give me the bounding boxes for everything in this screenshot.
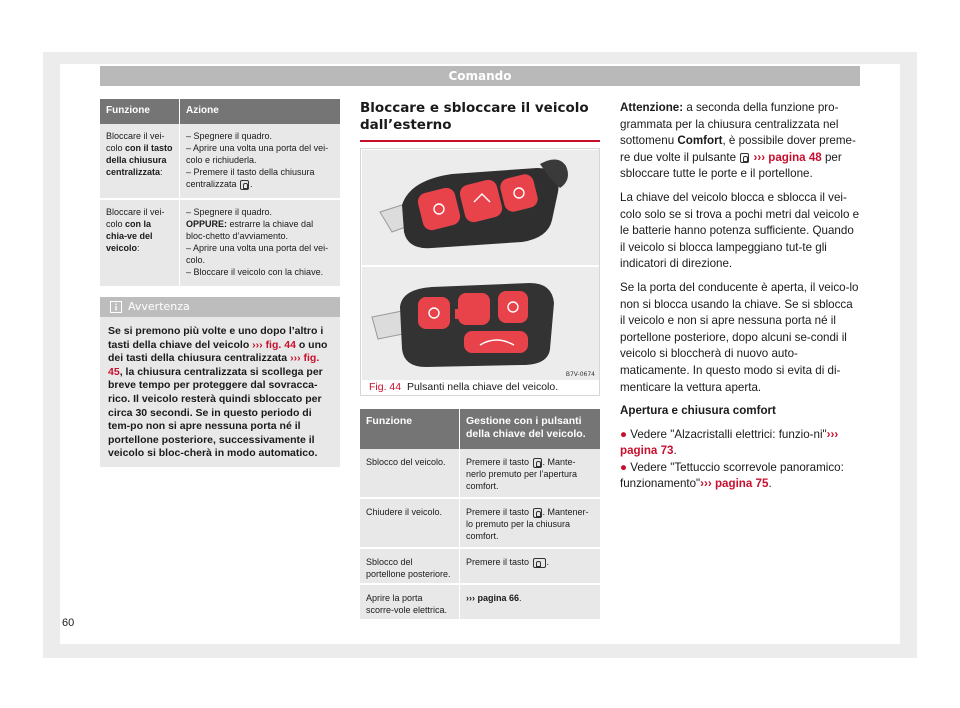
subheading-text: Apertura e chiusura comfort	[620, 404, 776, 418]
figure-44	[360, 148, 600, 396]
key-photo-bottom	[362, 265, 599, 380]
warning-text-part: Se si premono più volte e uno dopo l’altro i tasti della chiave del veicolo	[108, 325, 324, 351]
action-text: Premere il tasto	[466, 457, 532, 467]
action-end: .	[250, 179, 253, 189]
paragraph-text: per sbloccare tutte le porte e il portellone.	[620, 150, 842, 181]
function-cell: Sblocco del portellone posteriore.	[360, 549, 460, 583]
header-funzione: Funzione	[100, 99, 180, 124]
bullet-icon: ●	[620, 460, 628, 474]
warning-box	[100, 297, 340, 467]
action-cell	[180, 200, 340, 286]
function-cell: Aprire la porta scorre-vole elettrica.	[360, 585, 460, 619]
comfort-label: Comfort	[677, 134, 723, 148]
action-cell	[460, 549, 600, 583]
table-row	[360, 585, 600, 621]
fig-45-link[interactable]: ››› fig. 45	[108, 352, 320, 378]
paragraph: Se la porta del conducente è aperta, il veico-lo non si blocca usando la chiave. Se si sblocca il veicolo e non si apre nessuna porta né il portellone posteriore, dopo alcuni se-condi il veicolo si bloccherà di nuovo auto-maticamente. In questo modo si evita di di-menticare la vettura aperta.	[620, 280, 859, 394]
figure-label: Fig. 44	[369, 381, 402, 393]
function-action-table	[100, 99, 340, 288]
paragraph-text: a seconda della funzione pro-grammata per la chiusura centralizzata nel sottomenu	[620, 101, 839, 148]
function-cell	[100, 124, 180, 198]
table-header	[100, 99, 340, 124]
action-line: – Bloccare il veicolo con la chiave.	[186, 267, 324, 277]
list-item-text: Vedere "Tettuccio scorrevole panoramico: funzionamento"	[620, 460, 844, 491]
action-line: – Spegnere il quadro.	[186, 131, 273, 141]
page-66-link[interactable]: ››› pagina 66	[466, 593, 520, 603]
action-line: – Aprire una volta una porta del vei-colo e richiuderla.	[186, 143, 329, 165]
function-tail: :	[137, 243, 140, 253]
action-line	[186, 166, 334, 190]
figure-caption-text: Pulsanti nella chiave del veicolo.	[406, 381, 559, 393]
warning-text	[100, 317, 340, 469]
oppure-label: OPPURE:	[186, 219, 228, 229]
function-cell: Sblocco del veicolo.	[360, 449, 460, 497]
fig-44-link[interactable]: ››› fig. 44	[252, 338, 296, 351]
warning-header	[100, 297, 340, 317]
list-item: ● Vedere "Alzacristalli elettrici: funzio-ni"››› pagina 73.	[620, 427, 839, 458]
action-text: – Premere il tasto della chiusura centralizzata	[186, 167, 315, 189]
section-title: Bloccare e sbloccare il veicolo dall’esterno	[360, 100, 600, 142]
warning-title: Avvertenza	[128, 300, 190, 313]
warning-text-part: o uno dei tasti della chiusura centralizzata	[108, 338, 328, 365]
function-bold: con il tasto della chiusura centralizzata	[106, 143, 173, 177]
action-text: Premere il tasto	[466, 557, 532, 567]
lock-icon	[533, 508, 542, 518]
action-line: – Spegnere il quadro.	[186, 207, 273, 217]
figure-code: B7V-0674	[565, 371, 595, 378]
unlock-icon	[533, 458, 542, 468]
central-lock-icon	[240, 180, 249, 190]
action-text: .	[519, 593, 522, 603]
car-key-image	[362, 267, 599, 380]
header-gestione: Gestione con i pulsanti della chiave del veicolo.	[466, 415, 586, 440]
info-icon	[110, 301, 122, 313]
paragraph-text: , è possibile dover preme-re due volte il pulsante	[620, 134, 856, 164]
key-buttons-table	[360, 409, 600, 621]
action-cell	[460, 449, 600, 497]
function-cell	[100, 200, 180, 286]
bullet-icon: ●	[620, 427, 628, 441]
list-item: ● Vedere "Tettuccio scorrevole panoramico: funzionamento"››› pagina 75.	[620, 460, 844, 491]
action-text: . Mantener-lo premuto per la chiusura comfort.	[466, 507, 589, 541]
function-text: Bloccare il vei-colo	[106, 131, 165, 153]
action-line	[186, 218, 334, 242]
table-header	[360, 409, 600, 449]
section-header: Comando	[100, 66, 860, 86]
right-column	[620, 100, 860, 493]
action-text: . Mante-nerlo premuto per l’apertura comfort.	[466, 457, 578, 491]
page-75-link[interactable]: ››› pagina 75	[700, 477, 769, 491]
car-key-image	[362, 150, 599, 265]
subheading	[620, 403, 860, 420]
page-number: 60	[62, 617, 75, 629]
table-row	[100, 124, 340, 200]
action-cell	[460, 585, 600, 619]
action-text: estrarre la chiave dal bloc-chetto d’avviamento.	[186, 219, 314, 241]
header-azione: Azione	[186, 105, 219, 116]
table-row	[360, 549, 600, 585]
action-text: .	[546, 557, 550, 567]
action-cell	[460, 499, 600, 547]
table-row	[360, 499, 600, 549]
function-tail: :	[160, 167, 163, 177]
warning-text-part: , la chiusura centralizzata si scollega per breve tempo per proteggere dal sovracca-rico. Il veicolo resterà quindi sbloccato per circa 30 secondi. Se in questo periodo di tem-po non si apre nessuna porta né il portellone posteriore, successivamente il veicolo si bloc-cherà in modo automatico.	[108, 365, 323, 460]
table-row	[100, 200, 340, 288]
function-text: Bloccare il vei-colo	[106, 207, 165, 229]
page-48-link[interactable]: ››› pagina 48	[753, 150, 822, 164]
unlock-icon	[740, 153, 749, 163]
figure-caption	[369, 381, 558, 393]
table-row	[360, 449, 600, 499]
action-line: – Aprire una volta una porta del vei-colo.	[186, 243, 329, 265]
page-73-link[interactable]: ››› pagina 73	[620, 427, 839, 458]
header-funzione: Funzione	[360, 409, 460, 449]
action-cell	[180, 124, 340, 198]
key-photo-top	[362, 150, 599, 265]
attention-label: Attenzione:	[620, 101, 684, 114]
function-cell: Chiudere il veicolo.	[360, 499, 460, 547]
list-item-text: Vedere "Alzacristalli elettrici: funzio-ni"	[630, 427, 827, 441]
tailgate-icon	[533, 558, 546, 568]
paragraph: La chiave del veicolo blocca e sblocca il vei-colo solo se si trova a pochi metri dal veicolo e le batterie hanno potenza sufficiente. Quando il veicolo si blocca lampeggiano tut-te gli indicatori di direzione.	[620, 190, 860, 271]
attention-paragraph	[620, 100, 860, 183]
action-text: Premere il tasto	[466, 507, 532, 517]
function-bold: con la chia-ve del veicolo	[106, 219, 153, 253]
